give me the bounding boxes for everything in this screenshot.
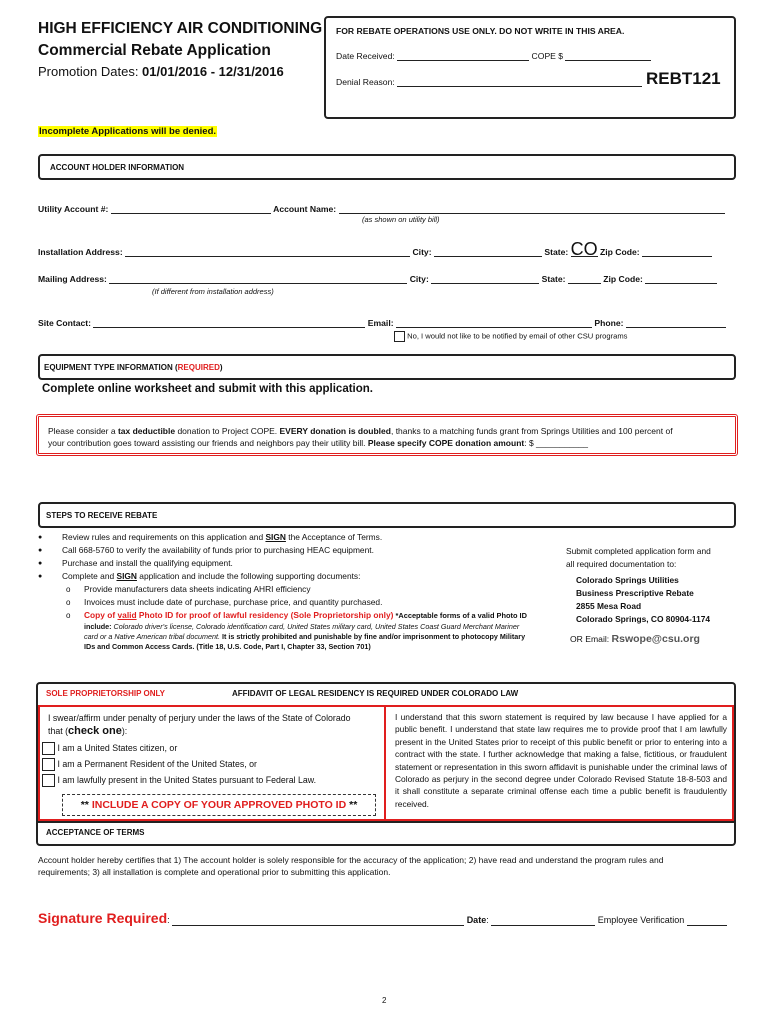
install-zip-label: Zip Code: <box>600 247 640 257</box>
photo-id-details <box>62 622 562 632</box>
acceptance-line-1: Account holder hereby certifies that 1) The account holder is solely responsible for the accuracy of the application; 2) have read and understand the program rules and <box>38 855 664 865</box>
mailing-zip-label: Zip Code: <box>603 274 643 284</box>
residency-options <box>42 740 316 788</box>
sub-step-item <box>62 583 562 596</box>
step-item <box>38 570 562 583</box>
acceptance-text <box>38 854 738 878</box>
page-number: 2 <box>382 996 387 1005</box>
steps-label: STEPS TO RECEIVE REBATE <box>46 511 158 520</box>
installation-row <box>38 239 738 259</box>
swear-text <box>48 712 380 738</box>
email-opt-out-checkbox[interactable] <box>394 331 405 342</box>
step-item <box>38 531 562 544</box>
incomplete-warning: Incomplete Applications will be denied. <box>39 126 217 137</box>
swear-close: ): <box>121 726 128 736</box>
equipment-label-main: EQUIPMENT TYPE INFORMATION ( <box>44 363 178 372</box>
email-opt-out-label: No, I would not like to be notified by email of other CSU programs <box>407 331 628 341</box>
permanent-resident-checkbox[interactable] <box>42 758 55 771</box>
mailing-zip-field[interactable] <box>645 274 717 284</box>
if-different-note: (If different from installation address) <box>152 287 274 296</box>
site-contact-field[interactable] <box>93 318 365 328</box>
employee-verification-label: Employee Verification <box>597 915 685 925</box>
signature-colon: : <box>167 915 170 925</box>
promotion-label: Promotion Dates: <box>38 64 143 79</box>
as-shown-note: (as shown on utility bill) <box>362 215 440 224</box>
utility-account-label: Utility Account #: <box>38 204 109 214</box>
legal-text: I understand that this sworn statement is required by law because I have applied for a public benefit. I understand that state law requires me to provide proof that I am lawfully present in the United States prior to receipt of this public benefit or prior to entering into a contract with the state. I further acknowledge that making a false, fictitious, or fraudulent statement or representation in this sworn affidavit is punishable under the criminal laws of Colorado as perjury in the second degree under Colorado Revised Statute 18-8-503 and it shall constitute a separate criminal offense each time a public benefit is fraudulently received. <box>395 712 727 809</box>
bullet-icon: ● <box>38 534 43 541</box>
signature-row: Signature Required: Date: Employee Verification <box>38 910 738 926</box>
rebate-email-link[interactable]: Rswope@csu.org <box>611 633 700 645</box>
cope-label: COPE $ <box>531 51 564 61</box>
install-state-label: State: <box>544 247 569 257</box>
sub-step-item <box>62 596 562 609</box>
email-submit <box>570 633 700 645</box>
install-state-value[interactable]: CO <box>570 239 598 259</box>
sub1-text: Provide manufacturers data sheets indicating AHRI efficiency <box>84 584 311 594</box>
step-item <box>38 544 562 557</box>
submit-line-1: Submit completed application form and <box>566 546 711 556</box>
sub3-valid: valid <box>117 610 137 620</box>
date-field[interactable] <box>491 914 595 926</box>
cope-text-specify: Please specify COPE donation amount <box>367 438 525 448</box>
mailing-address-field[interactable] <box>109 274 407 284</box>
email-label: Email: <box>367 318 394 328</box>
mailing-city-label: City: <box>409 274 429 284</box>
or-email-label: OR Email: <box>570 634 612 644</box>
address-line-4: Colorado Springs, CO 80904-1174 <box>576 614 711 624</box>
lawful-presence-label: I am lawfully present in the United States pursuant to Federal Law. <box>57 775 317 785</box>
sole-proprietorship-label: SOLE PROPRIETORSHIP ONLY <box>46 689 165 698</box>
cope-text-doubled: EVERY donation is doubled <box>279 426 391 436</box>
address-line-2: Business Prescriptive Rebate <box>576 588 694 598</box>
cope-field[interactable] <box>565 51 651 61</box>
step3-text: Purchase and install the qualifying equipment. <box>62 558 233 568</box>
photo-id-include: include: <box>84 622 112 631</box>
cope-text-3: donation to Project COPE. <box>175 426 280 436</box>
equipment-instruction: Complete online worksheet and submit with this application. <box>42 383 373 395</box>
step2-text: Call 668-5760 to verify the availability of funds prior to purchasing HEAC equipment. <box>62 545 374 555</box>
sub-step-item <box>62 609 562 622</box>
photo-id-details-2 <box>62 632 562 642</box>
residency-option-lawful[interactable] <box>42 772 316 788</box>
swear-that: that ( <box>48 726 69 736</box>
photo-id-note <box>62 794 376 816</box>
sub3-acceptable: *Acceptable forms of a valid Photo ID <box>393 611 527 620</box>
cope-donation-text <box>48 425 728 449</box>
circle-bullet-icon: o <box>66 611 71 620</box>
utility-account-row <box>38 204 738 214</box>
install-city-label: City: <box>412 247 432 257</box>
bullet-icon: ● <box>38 573 43 580</box>
photo-note-stars-b: ** <box>346 799 358 811</box>
form-subtitle: Commercial Rebate Application <box>38 42 271 59</box>
site-contact-label: Site Contact: <box>38 318 91 328</box>
step-item <box>38 557 562 570</box>
employee-verification-field[interactable] <box>687 914 727 926</box>
step1-text: Review rules and requirements on this application and <box>62 532 266 542</box>
office-use-heading: FOR REBATE OPERATIONS USE ONLY. DO NOT WRITE IN THIS AREA. <box>336 26 625 36</box>
account-name-label: Account Name: <box>273 204 337 214</box>
submit-line-2: all required documentation to: <box>566 559 677 569</box>
equipment-label <box>44 363 223 372</box>
step1-sign: SIGN <box>265 532 286 542</box>
check-one-label: check one <box>68 725 122 737</box>
denial-reason-field[interactable] <box>397 77 642 87</box>
date-label: Date <box>466 915 487 925</box>
mailing-city-field[interactable] <box>431 274 539 284</box>
address-line-1: Colorado Springs Utilities <box>576 575 679 585</box>
lawful-presence-checkbox[interactable] <box>42 774 55 787</box>
cope-line-1 <box>48 425 728 437</box>
cope-text-1: Please consider a <box>48 426 118 436</box>
promotion-dates <box>38 64 284 79</box>
sub3-photo: Photo ID for proof of lawful residency (Sole Proprietorship only) <box>136 610 394 620</box>
site-contact-row <box>38 318 738 328</box>
email-field[interactable] <box>396 318 592 328</box>
residency-option-citizen[interactable] <box>42 740 316 756</box>
phone-field[interactable] <box>626 318 726 328</box>
bullet-icon: ● <box>38 560 43 567</box>
photo-id-details-3 <box>62 642 562 652</box>
step4-end: application and include the following supporting documents: <box>136 571 361 581</box>
bullet-icon: ● <box>38 547 43 554</box>
photo-note-stars-a: ** <box>80 799 92 811</box>
installation-address-label: Installation Address: <box>38 247 123 257</box>
address-line-3: 2855 Mesa Road <box>576 601 642 611</box>
submit-instructions <box>566 545 711 571</box>
form-code: REBT121 <box>646 69 721 88</box>
utility-account-field[interactable] <box>111 204 271 214</box>
sub3-copy: Copy of <box>84 610 118 620</box>
mailing-address-label: Mailing Address: <box>38 274 107 284</box>
date-received-row <box>336 51 651 61</box>
equipment-required: REQUIRED <box>177 363 220 372</box>
photo-id-warning: It is strictly prohibited and punishable by fine and/or imprisonment to photocopy Military <box>219 632 526 641</box>
steps-list <box>38 531 562 652</box>
step1-end: the Acceptance of Terms. <box>285 532 383 542</box>
mailing-state-field[interactable] <box>568 274 601 284</box>
swear-line-1: I swear/affirm under penalty of perjury under the laws of the State of Colorado <box>48 713 351 723</box>
signature-required-label: Signature Required <box>38 910 168 926</box>
cope-text-5: , thanks to a matching funds grant from Springs Utilities and 100 percent of <box>390 426 673 436</box>
circle-bullet-icon: o <box>66 585 71 594</box>
mailing-state-label: State: <box>541 274 566 284</box>
photo-id-law: IDs and Common Access Cards. (Title 18, U.S. Code, Part I, Chapter 33, Section 701) <box>84 642 371 651</box>
acceptance-line-2: requirements; 3) all installation is complete and operational prior to submitting this application. <box>38 867 391 877</box>
cope-line-2 <box>48 437 728 449</box>
mailing-row <box>38 274 738 284</box>
signature-field[interactable] <box>172 914 464 926</box>
equipment-label-end: ) <box>219 363 223 372</box>
cope-text-6: your contribution goes toward assisting our friends and neighbors pay their utility bill. <box>48 438 368 448</box>
denial-reason-label: Denial Reason: <box>336 77 395 87</box>
acceptance-label: ACCEPTANCE OF TERMS <box>46 828 145 837</box>
acceptance-divider <box>36 821 736 823</box>
mailing-address-block <box>576 574 710 626</box>
promotion-date-range: 01/01/2016 - 12/31/2016 <box>142 64 284 79</box>
photo-id-types-2: card or a Native American tribal document. <box>84 632 220 641</box>
circle-bullet-icon: o <box>66 598 71 607</box>
affidavit-heading: AFFIDAVIT OF LEGAL RESIDENCY IS REQUIRED UNDER COLORADO LAW <box>232 689 519 698</box>
form-title: HIGH EFFICIENCY AIR CONDITIONING <box>38 20 323 37</box>
step4-text: Complete and <box>62 571 117 581</box>
citizen-label: I am a United States citizen, or <box>57 743 178 753</box>
account-holder-label: ACCOUNT HOLDER INFORMATION <box>50 163 185 172</box>
sub2-text: Invoices must include date of purchase, purchase price, and quantity purchased. <box>84 597 383 607</box>
installation-address-field[interactable] <box>125 247 410 257</box>
phone-label: Phone: <box>594 318 624 328</box>
residency-option-permanent[interactable] <box>42 756 316 772</box>
install-zip-field[interactable] <box>642 247 712 257</box>
permanent-resident-label: I am a Permanent Resident of the United States, or <box>57 759 257 769</box>
email-opt-out-row <box>394 331 627 342</box>
swear-line-2 <box>48 725 380 738</box>
account-name-field[interactable] <box>339 204 725 214</box>
date-received-label: Date Received: <box>336 51 395 61</box>
denial-reason-row <box>336 77 642 87</box>
citizen-checkbox[interactable] <box>42 742 55 755</box>
photo-note-text: INCLUDE A COPY OF YOUR APPROVED PHOTO ID <box>91 799 347 811</box>
step4-sign: SIGN <box>116 571 137 581</box>
cope-text-tax: tax deductible <box>117 426 176 436</box>
date-received-field[interactable] <box>397 51 529 61</box>
install-city-field[interactable] <box>434 247 542 257</box>
cope-amount-field[interactable]: : $ ___________ <box>524 438 589 448</box>
photo-id-types: Colorado driver's license, Colorado identification card, United States military card, United States Coast Guard Merchant Mariner <box>111 622 520 631</box>
